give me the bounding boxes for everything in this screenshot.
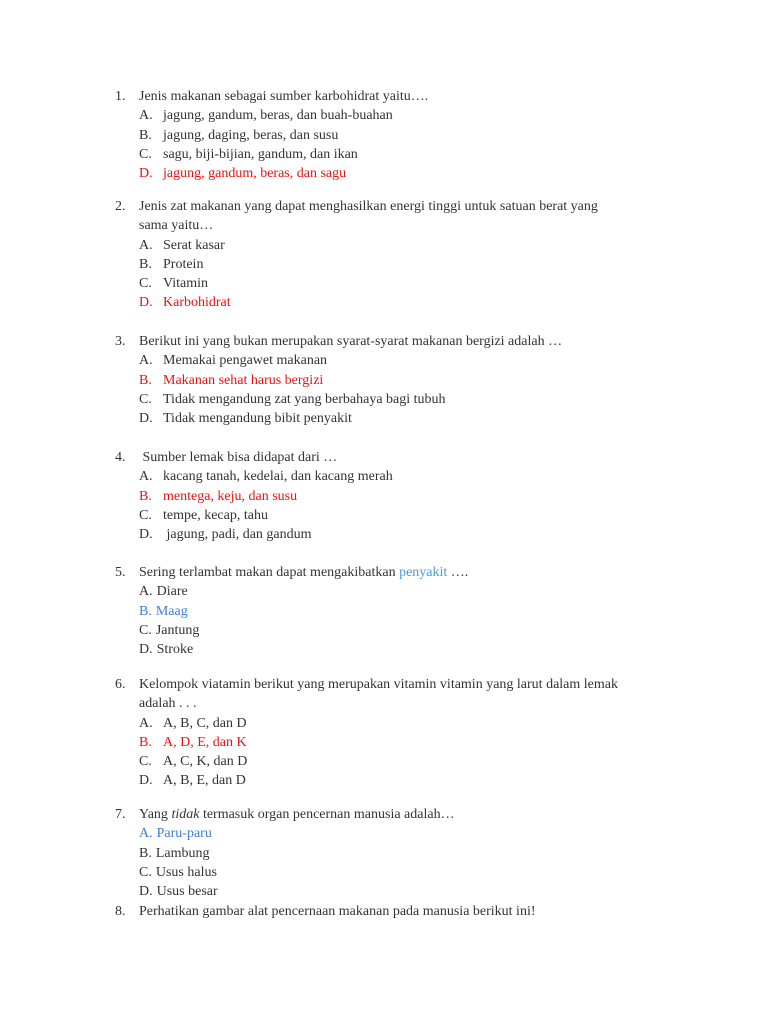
question-2 <box>115 197 695 313</box>
question-text: Sumber lemak bisa didapat dari … <box>139 450 338 465</box>
question-text: Jenis zat makanan yang dapat menghasilkan energi tinggi untuk satuan berat yang <box>139 199 598 214</box>
option-d-answer: D. Karbohidrat <box>139 295 231 311</box>
option-d: D. Tidak mengandung bibit penyakit <box>139 411 352 427</box>
option-c: C. A, C, K, dan D <box>139 754 248 770</box>
question-text-continued: sama yaitu… <box>139 218 214 234</box>
option-b-answer: B. Makanan sehat harus bergizi <box>139 372 324 388</box>
question-number: 4. <box>115 450 126 465</box>
question-text: Berikut ini yang bukan merupakan syarat-syarat makanan bergizi adalah … <box>139 334 563 349</box>
question-text: Sering terlambat makan dapat mengakibatkan penyakit …. <box>139 565 469 580</box>
option-a: A. Serat kasar <box>139 237 225 253</box>
question-text: Perhatikan gambar alat pencernaan makanan pada manusia berikut ini! <box>139 904 536 919</box>
question-number: 5. <box>115 565 126 580</box>
option-b: B. Protein <box>139 256 204 272</box>
option-d: D. Usus besar <box>139 884 218 900</box>
option-b-answer: B. A, D, E, dan K <box>139 734 247 750</box>
question-number: 1. <box>115 89 126 104</box>
question-8 <box>115 902 695 921</box>
question-text: Jenis makanan sebagai sumber karbohidrat yaitu…. <box>139 89 429 104</box>
option-d: D. Stroke <box>139 642 194 658</box>
option-b-answer: B. Maag <box>139 603 188 619</box>
question-7 <box>115 805 695 901</box>
question-text: Yang tidak termasuk organ pencernan manusia adalah… <box>139 807 455 822</box>
option-a: A. kacang tanah, kedelai, dan kacang merah <box>139 469 393 485</box>
option-a: A. A, B, C, dan D <box>139 715 247 731</box>
highlighted-word: penyakit <box>399 565 448 580</box>
option-a: A. Memakai pengawet makanan <box>139 353 328 369</box>
option-b-answer: B. mentega, keju, dan susu <box>139 488 298 504</box>
question-number: 7. <box>115 807 126 822</box>
option-d: D. jagung, padi, dan gandum <box>139 527 312 543</box>
italic-word: tidak <box>171 807 200 822</box>
option-c: C. Tidak mengandung zat yang berbahaya bagi tubuh <box>139 391 446 407</box>
option-a-answer: A. Paru-paru <box>139 826 212 842</box>
question-3 <box>115 332 695 428</box>
question-text: Kelompok viatamin berikut yang merupakan vitamin vitamin yang larut dalam lemak <box>139 677 618 692</box>
question-number: 6. <box>115 677 126 692</box>
option-a: A. jagung, gandum, beras, dan buah-buahan <box>139 108 393 124</box>
question-4 <box>115 448 695 544</box>
question-text-continued: adalah . . . <box>139 696 197 712</box>
question-number: 8. <box>115 904 126 919</box>
option-c: C. Usus halus <box>139 864 217 880</box>
option-c: C. sagu, biji-bijian, gandum, dan ikan <box>139 146 358 162</box>
option-d-answer: D. jagung, gandum, beras, dan sagu <box>139 166 347 182</box>
option-d: D. A, B, E, dan D <box>139 773 246 789</box>
option-c: C. Vitamin <box>139 276 209 292</box>
question-number: 3. <box>115 334 126 349</box>
option-b: B. Lambung <box>139 845 210 861</box>
option-a: A. Diare <box>139 584 188 600</box>
option-b: B. jagung, daging, beras, dan susu <box>139 127 339 143</box>
question-5 <box>115 563 695 659</box>
option-c: C. Jantung <box>139 622 200 638</box>
question-6 <box>115 675 695 791</box>
question-number: 2. <box>115 199 126 214</box>
question-1 <box>115 87 695 183</box>
option-c: C. tempe, kecap, tahu <box>139 507 268 523</box>
